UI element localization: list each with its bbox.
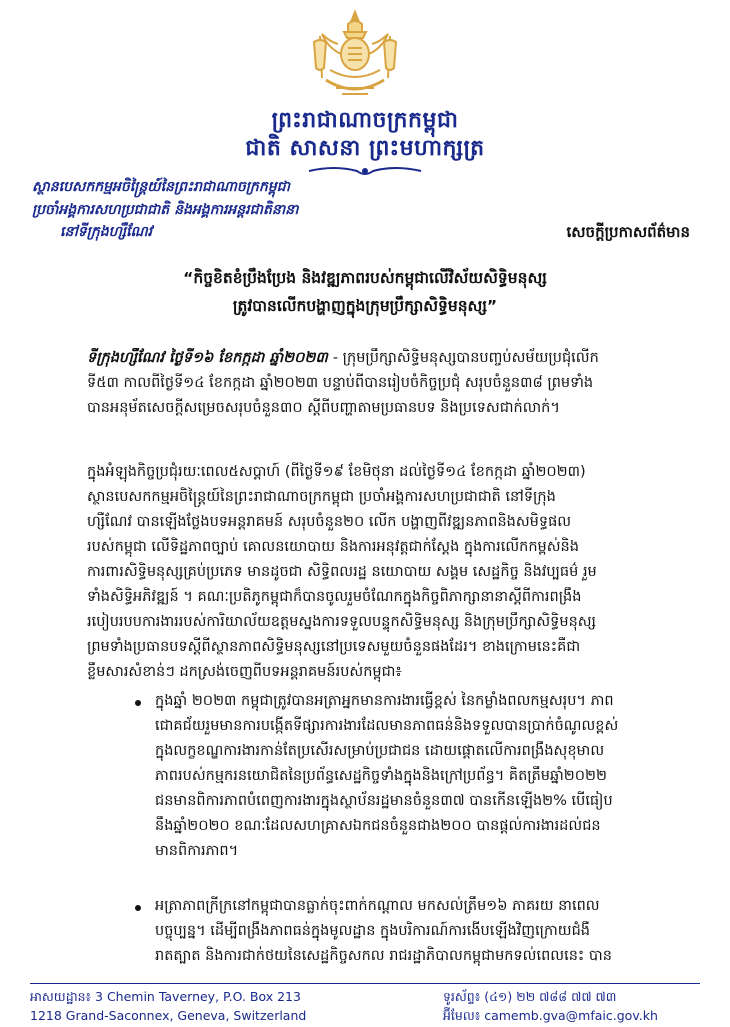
telephone-label: ទូរស័ព្ទ៖: [443, 989, 481, 1004]
footer-address-line2: 1218 Grand-Saconnex, Geneva, Switzerland: [30, 1008, 307, 1023]
paragraph2-line: ហ្សឺណែវ បានឡើងថ្លែងបទអន្តរាគមន៍ សរុបចំនួន២០ លើក បង្ហាញពីវឌ្ឍនភាពនិងសមិទ្ធផល: [87, 514, 572, 530]
paragraph1-line3: បានអនុម័តសេចក្តីសម្រេចសរុបចំនួន៣០ ស្តីពីបញ្ហាតាមប្រធានបទ និងប្រទេសជាក់លាក់។: [87, 400, 560, 416]
paragraph2-line: ការពារសិទ្ធិមនុស្សគ្រប់ប្រភេទ មានដូចជា សិទ្ធិពលរដ្ឋ នយោបាយ សង្គម សេដ្ឋកិច្ច និងវប្បធម៌ រួម: [87, 564, 597, 580]
mission-name-line2: ប្រចាំអង្គការសហប្រជាជាតិ និងអង្គការអន្តរជាតិនានា: [32, 202, 299, 218]
telephone-value: (៤១) ២២ ៧៨៨ ៧៧ ៧៣: [480, 989, 617, 1004]
bullet1-line: ក្នុងលក្ខខណ្ឌការងារកាន់តែប្រសើរសម្រាប់ប្រជាជន ដោយផ្តោតលើការពង្រឹងសុខុមាល: [155, 743, 605, 759]
paragraph2-line: ទាំងសិទ្ធិអភិវឌ្ឍន៍ ។ គណៈប្រតិភូកម្ពុជាក៏បានចូលរួមចំណែកក្នុងកិច្ចពិភាក្សានានាស្តីពីការពង្រឹង: [87, 589, 582, 605]
bullet1-line: ជនមានពិការភាពបំពេញការងារក្នុងស្ថាប័នរដ្ឋមានចំនួន៣៧ បានកើនឡើង២% បើធៀប: [155, 793, 613, 809]
paragraph1-line2: ទី៥៣ កាលពីថ្ងៃទី១៤ ខែកក្កដា ឆ្នាំ២០២៣ បន្ទាប់ពីបានរៀបចំកិច្ចប្រជុំ សរុបចំនួន៣៨ ព្រមទាំង: [87, 375, 594, 391]
royal-coat-of-arms-icon: [300, 8, 410, 106]
document-title-line1: “កិច្ចខិតខំប្រឹងប្រែង និងវឌ្ឍភាពរបស់កម្ពុជាលើវិស័យសិទ្ធិមនុស្ស: [183, 269, 547, 287]
paragraph2-line: ខ្លឹមសារសំខាន់ៗ ដកស្រង់ចេញពីបទអន្តរាគមន៍របស់កម្ពុជា៖: [87, 664, 402, 680]
bullet-icon: [135, 905, 141, 911]
paragraph2-line: របស់កម្ពុជា លើទិដ្ឋភាពច្បាប់ គោលនយោបាយ និងការអនុវត្តជាក់ស្តែង ក្នុងការលើកកម្ពស់និង: [87, 539, 579, 555]
kingdom-title: ព្រះរាជាណាចក្រកម្ពុជា: [271, 107, 459, 133]
dateline: ទីក្រុងហ្សឺណែវ ថ្ងៃទី១៦ ខែកក្កដា ឆ្នាំ២០២៣: [87, 350, 333, 366]
bullet1-line: មានពិការភាព។: [155, 843, 239, 859]
paragraph1-line1-text: - ក្រុមប្រឹក្សាសិទ្ធិមនុស្សបានបញ្ចប់សម័យប្រជុំលើក: [332, 350, 599, 366]
bullet2-line: បច្ចុប្បន្ន។ ដើម្បីពង្រឹងភាពធន់ក្នុងមូលដ្ឋាន ក្នុងបរិការណ៍ការងើបឡើងវិញក្រោយជំងឺ: [155, 923, 591, 939]
email-value[interactable]: camemb.gva@mfaic.gov.kh: [480, 1008, 658, 1023]
press-release-label: សេចក្តីប្រកាសព័ត៌មាន: [566, 223, 690, 241]
bullet2-line: អត្រាភាពក្រីក្រនៅកម្ពុជាបានធ្លាក់ចុះពាក់កណ្តាល មកសល់ត្រឹម១៦ ភាគរយ នាពេល: [155, 898, 600, 914]
paragraph1-line1: [87, 348, 687, 368]
document-title-line2: ត្រូវបានលើកបង្ហាញក្នុងក្រុមប្រឹក្សាសិទ្ធិមនុស្ស”: [232, 297, 498, 315]
paragraph2-line: ក្នុងអំឡុងកិច្ចប្រជុំរយៈពេល៥សប្តាហ៍ (ពីថ្ងៃទី១៩ ខែមិថុនា ដល់ថ្ងៃទី១៤ ខែកក្កដា ឆ្នាំ២០២៣): [87, 464, 586, 480]
paragraph2-line: របៀបរបបការងាររបស់ការិយាល័យឧត្តមស្នងការទទួលបន្ទុកសិទ្ធិមនុស្ស និងក្រុមប្រឹក្សាសិទ្ធិមនុស្ស: [87, 614, 596, 630]
bullet1-line: នឹងឆ្នាំ២០២០ ខណៈដែលសហគ្រាសឯកជនចំនួនជាង២០០ បានផ្តល់ការងារដល់ជន: [155, 818, 601, 834]
footer-telephone: [443, 989, 616, 1008]
footer-address-line1: [30, 989, 301, 1008]
bullet1-line: ជោគជ័យរួមមានការបង្កើតទីផ្សារការងារដែលមានភាពធន់និងទទួលបានប្រាក់ចំណូលខ្ពស់: [155, 718, 619, 734]
bullet-icon: [135, 700, 141, 706]
mission-name-line1: ស្ថានបេសកកម្មអចិន្ត្រៃយ៍នៃព្រះរាជាណាចក្រកម្ពុជា: [32, 179, 290, 195]
national-motto: ជាតិ សាសនា ព្រះមហាក្សត្រ: [245, 135, 485, 161]
email-label: អ៊ីមែល៖: [443, 1008, 481, 1023]
address-label: អាសយដ្ឋាន៖: [30, 989, 92, 1004]
bullet2-line: រាតត្បាត និងការជាក់ថយនៃសេដ្ឋកិច្ចសកល រាជរដ្ឋាភិបាលកម្ពុជាមកទល់ពេលនេះ បាន: [155, 948, 612, 964]
paragraph2-line: ស្ថានបេសកកម្មអចិន្ត្រៃយ៍នៃព្រះរាជាណាចក្រកម្ពុជា ប្រចាំអង្គការសហប្រជាជាតិ នៅទីក្រុង: [87, 489, 556, 505]
bullet1-line: ភាពរបស់កម្មករនយោជិតនៃប្រព័ន្ធសេដ្ឋកិច្ចទាំងក្នុងនិងក្រៅប្រព័ន្ធ។ គិតត្រឹមឆ្នាំ២០២២: [155, 768, 607, 784]
footer-divider: [30, 983, 700, 984]
address-value: 3 Chemin Taverney, P.O. Box 213: [91, 989, 301, 1004]
paragraph2-line: ព្រមទាំងប្រធានបទស្តីពីស្ថានភាពសិទ្ធិមនុស្សនៅប្រទេសមួយចំនួនផងដែរ។ ខាងក្រោមនេះគឺជា: [87, 639, 581, 655]
mission-name-line3: នៅទីក្រុងហ្សឺណែវ: [60, 224, 153, 240]
bullet1-line: ក្នុងឆ្នាំ ២០២៣ កម្ពុជាត្រូវបានអត្រាអ្នកមានការងារធ្វើខ្ពស់ នៃកម្លាំងពលកម្មសរុប។ ភាព: [155, 693, 614, 709]
footer-email: [443, 1008, 658, 1027]
